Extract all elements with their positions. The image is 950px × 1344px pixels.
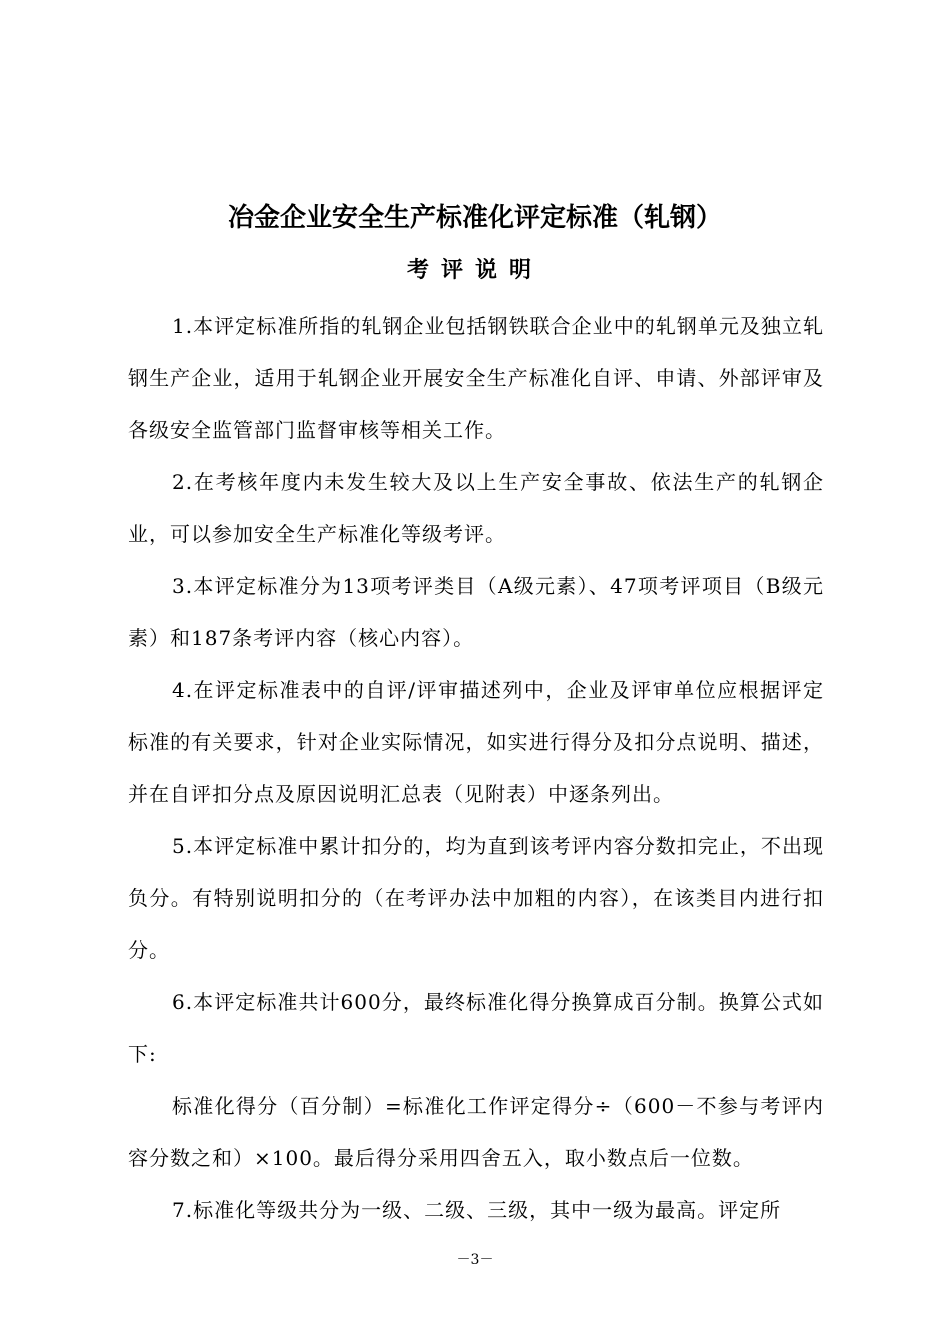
document-title: 冶金企业安全生产标准化评定标准（轧钢） xyxy=(227,203,722,233)
paragraph-5: 5.本评定标准中累计扣分的，均为直到该考评内容分数扣完止，不出现负分。有特别说明扣分的（在考评办法中加粗的内容），在该类目内进行扣分。 xyxy=(128,834,824,962)
formula-paragraph: 标准化得分（百分制）=标准化工作评定得分÷（600－不参与考评内容分数之和）×100。最后得分采用四舍五入，取小数点后一位数。 xyxy=(128,1094,824,1170)
paragraph-7: 7.标准化等级共分为一级、二级、三级，其中一级为最高。评定所 xyxy=(172,1198,782,1222)
section-subtitle: 考评说明 xyxy=(406,258,543,283)
paragraph-2: 2.在考核年度内未发生较大及以上生产安全事故、依法生产的轧钢企业，可以参加安全生产标准化等级考评。 xyxy=(128,470,824,546)
page-number: －3－ xyxy=(456,1252,494,1268)
paragraph-4: 4.在评定标准表中的自评/评审描述列中，企业及评审单位应根据评定标准的有关要求，针对企业实际情况，如实进行得分及扣分点说明、描述，并在自评扣分点及原因说明汇总表（见附表）中逐条列出。 xyxy=(128,678,824,806)
paragraph-3: 3.本评定标准分为13项考评类目（A级元素）、47项考评项目（B级元素）和187条考评内容（核心内容）。 xyxy=(128,574,824,650)
paragraph-1: 1.本评定标准所指的轧钢企业包括钢铁联合企业中的轧钢单元及独立轧钢生产企业，适用于轧钢企业开展安全生产标准化自评、申请、外部评审及各级安全监管部门监督审核等相关工作。 xyxy=(128,314,824,442)
document-body xyxy=(128,300,824,1236)
paragraph-6: 6.本评定标准共计600分，最终标准化得分换算成百分制。换算公式如下: xyxy=(128,990,824,1066)
